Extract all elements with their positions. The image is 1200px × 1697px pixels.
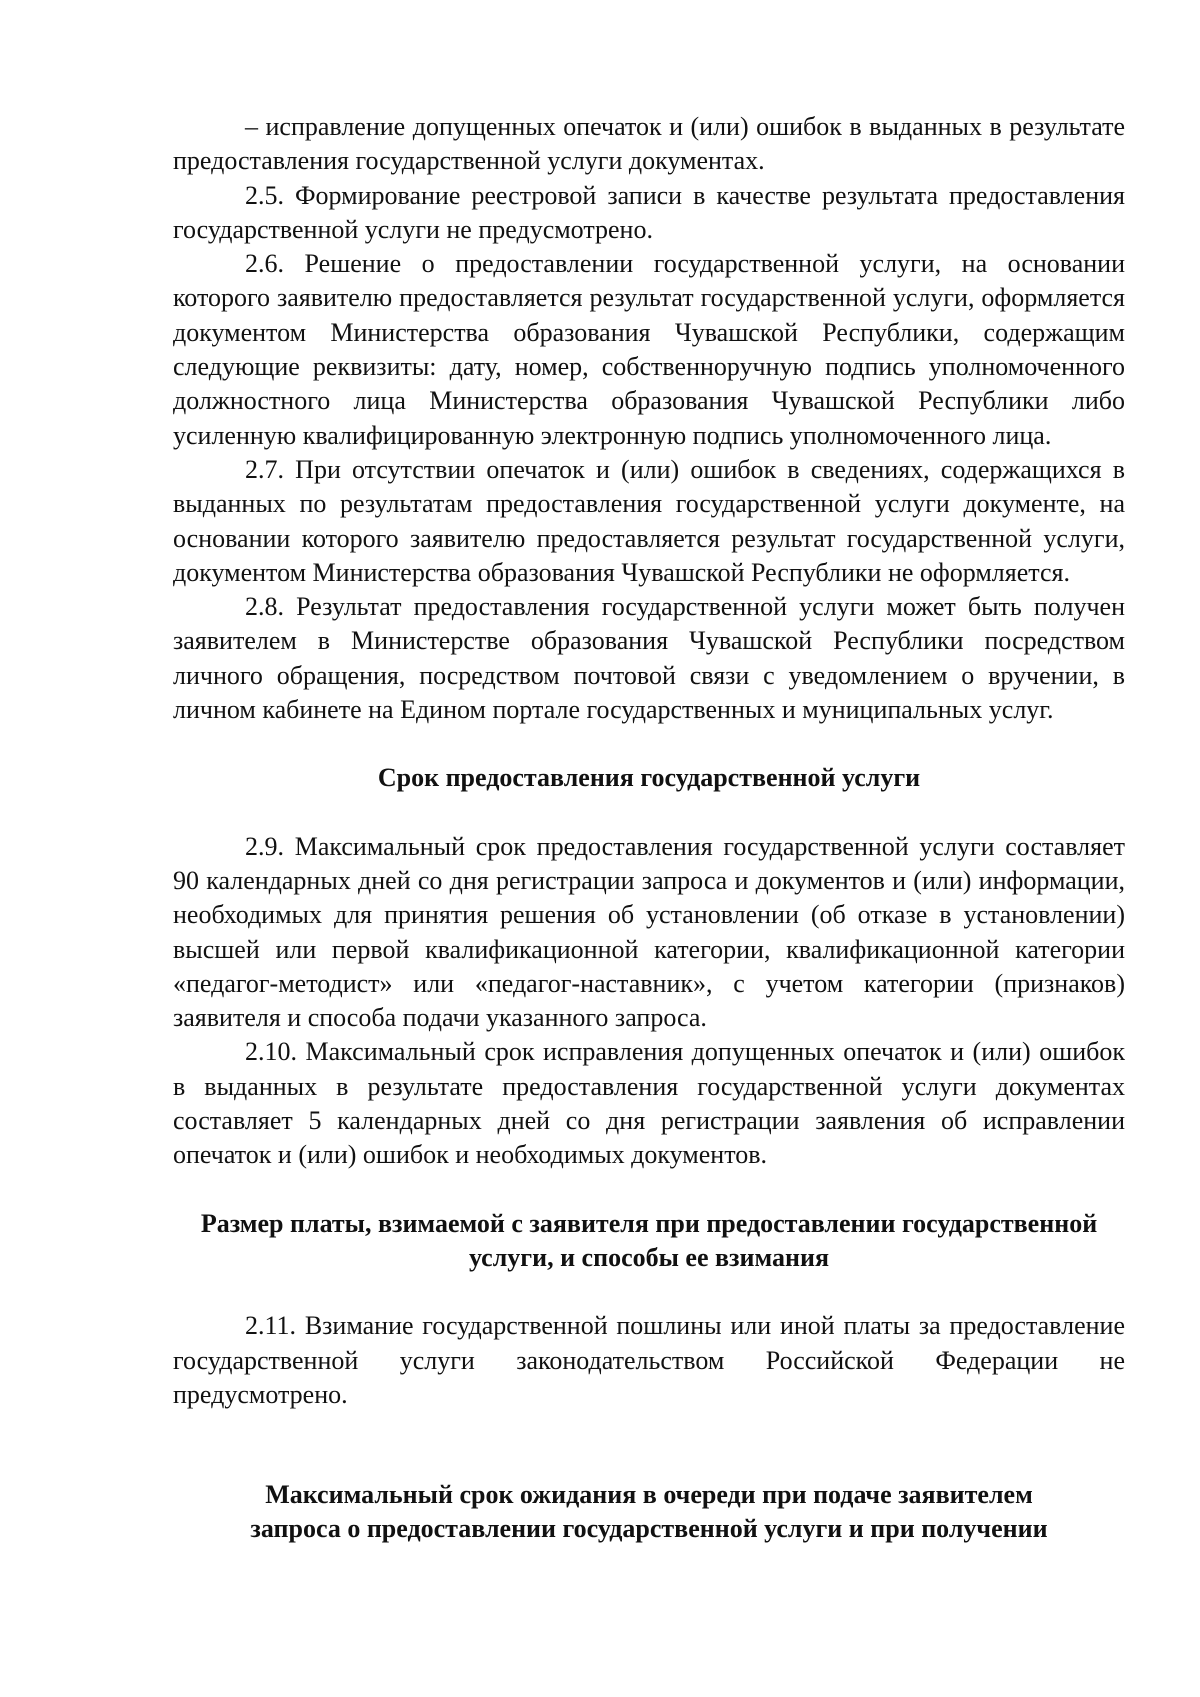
- paragraph-2-9: 2.9. Максимальный срок предоставления государственной услуги составляет 90 календарных дней со дня регистрации запроса и документов и (или) информации, необходимых для принятия решения об установлении (об отказе в установлении) высшей или первой квалификационной категории, квалификационной категории «педагог-методист» или «педагог-наставник», с учетом категории (признаков) заявителя и способа подачи указанного запроса.: [173, 831, 1125, 1033]
- spacer: [173, 1446, 1125, 1478]
- document-page: [173, 110, 1125, 1547]
- section-heading-queue: [173, 1478, 1125, 1547]
- section-heading-term: Срок предоставления государственной услуги: [377, 763, 921, 793]
- section-heading-fee-line-2: услуги, и способы ее взимания: [468, 1242, 830, 1272]
- section-heading-queue-line-1: Максимальный срок ожидания в очереди при подаче заявителем: [265, 1480, 1033, 1510]
- paragraph-2-10: 2.10. Максимальный срок исправления допущенных опечаток и (или) ошибок в выданных в результате предоставления государственной услуги документах составляет 5 календарных дней со дня регистрации заявления об исправлении опечаток и (или) ошибок и необходимых документов.: [173, 1037, 1125, 1170]
- spacer: [173, 1275, 1125, 1309]
- section-heading-fee-line-1: Размер платы, взимаемой с заявителя при предоставлении государственной: [200, 1208, 1098, 1238]
- spacer: [173, 1173, 1125, 1207]
- paragraph-2-7: 2.7. При отсутствии опечаток и (или) ошибок в сведениях, содержащихся в выданных по результатам предоставления государственной услуги документе, на основании которого заявителю предоставляется результат государственной услуги, документом Министерства образования Чувашской Республики не оформляется.: [173, 454, 1125, 587]
- paragraph-2-11: 2.11. Взимание государственной пошлины или иной платы за предоставление государственной услуги законодательством Российской Федерации не предусмотрено.: [173, 1311, 1125, 1409]
- section-heading-queue-line-2: запроса о предоставлении государственной услуги и при получении: [250, 1514, 1048, 1544]
- section-heading-fee: [173, 1207, 1125, 1276]
- paragraph-2-8: 2.8. Результат предоставления государственной услуги может быть получен заявителем в Министерстве образования Чувашской Республики посредством личного обращения, посредством почтовой связи с уведомлением о вручении, в личном кабинете на Едином портале государственных и муниципальных услуг.: [173, 592, 1125, 725]
- paragraph-2-5: 2.5. Формирование реестровой записи в качестве результата предоставления государственной услуги не предусмотрено.: [173, 180, 1125, 244]
- spacer: [173, 1412, 1125, 1446]
- spacer: [173, 727, 1125, 761]
- paragraph-2-6: 2.6. Решение о предоставлении государственной услуги, на основании которого заявителю предоставляется результат государственной услуги, оформляется документом Министерства образования Чувашской Республики, содержащим следующие реквизиты: дату, номер, собственноручную подпись уполномоченного должностного лица Министерства образования Чувашской Республики либо усиленную квалифицированную электронную подпись уполномоченного лица.: [173, 249, 1125, 450]
- spacer: [173, 796, 1125, 830]
- paragraph-typo-correction: – исправление допущенных опечаток и (или) ошибок в выданных в результате предоставления государственной услуги документах.: [173, 112, 1125, 176]
